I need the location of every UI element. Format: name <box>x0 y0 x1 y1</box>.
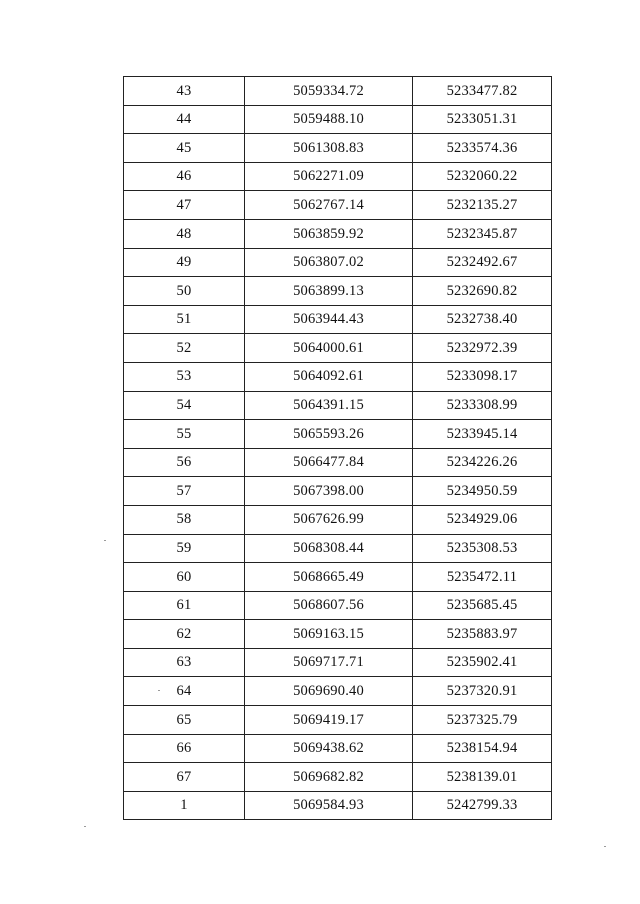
point-number-cell: 56 <box>124 448 245 477</box>
y-coordinate-cell: 5234929.06 <box>413 505 552 534</box>
x-coordinate-cell: 5068607.56 <box>245 591 413 620</box>
point-number-cell: 66 <box>124 734 245 763</box>
table-row <box>124 534 552 563</box>
y-coordinate-cell: 5237320.91 <box>413 677 552 706</box>
y-coordinate-cell: 5233945.14 <box>413 420 552 449</box>
point-number-cell: 62 <box>124 620 245 649</box>
table-row <box>124 477 552 506</box>
y-coordinate-cell: 5238154.94 <box>413 734 552 763</box>
x-coordinate-cell: 5059488.10 <box>245 105 413 134</box>
x-coordinate-cell: 5065593.26 <box>245 420 413 449</box>
x-coordinate-cell: 5069438.62 <box>245 734 413 763</box>
point-number-cell: 52 <box>124 334 245 363</box>
y-coordinate-cell: 5232690.82 <box>413 277 552 306</box>
point-number-cell: 44 <box>124 105 245 134</box>
x-coordinate-cell: 5069584.93 <box>245 791 413 820</box>
y-coordinate-cell: 5232135.27 <box>413 191 552 220</box>
table-row <box>124 134 552 163</box>
point-number-cell: 67 <box>124 763 245 792</box>
x-coordinate-cell: 5067398.00 <box>245 477 413 506</box>
point-number-cell: 45 <box>124 134 245 163</box>
x-coordinate-cell: 5066477.84 <box>245 448 413 477</box>
table-row <box>124 191 552 220</box>
x-coordinate-cell: 5063899.13 <box>245 277 413 306</box>
table-row <box>124 591 552 620</box>
point-number-cell: 65 <box>124 706 245 735</box>
y-coordinate-cell: 5233574.36 <box>413 134 552 163</box>
table-row <box>124 505 552 534</box>
table-row <box>124 277 552 306</box>
point-number-cell: 60 <box>124 563 245 592</box>
x-coordinate-cell: 5069682.82 <box>245 763 413 792</box>
x-coordinate-cell: 5064391.15 <box>245 391 413 420</box>
x-coordinate-cell: 5069163.15 <box>245 620 413 649</box>
y-coordinate-cell: 5237325.79 <box>413 706 552 735</box>
point-number-cell: 43 <box>124 77 245 106</box>
y-coordinate-cell: 5232060.22 <box>413 162 552 191</box>
x-coordinate-cell: 5068308.44 <box>245 534 413 563</box>
table-row <box>124 648 552 677</box>
x-coordinate-cell: 5067626.99 <box>245 505 413 534</box>
table-row <box>124 391 552 420</box>
y-coordinate-cell: 5234226.26 <box>413 448 552 477</box>
scan-speck <box>604 846 606 847</box>
x-coordinate-cell: 5063859.92 <box>245 219 413 248</box>
y-coordinate-cell: 5233051.31 <box>413 105 552 134</box>
y-coordinate-cell: 5235902.41 <box>413 648 552 677</box>
y-coordinate-cell: 5232492.67 <box>413 248 552 277</box>
x-coordinate-cell: 5069690.40 <box>245 677 413 706</box>
table-row <box>124 334 552 363</box>
point-number-cell: 54 <box>124 391 245 420</box>
point-number-cell: 46 <box>124 162 245 191</box>
table-row <box>124 77 552 106</box>
table-row <box>124 677 552 706</box>
table-row <box>124 448 552 477</box>
x-coordinate-cell: 5063944.43 <box>245 305 413 334</box>
y-coordinate-cell: 5232972.39 <box>413 334 552 363</box>
table-row <box>124 734 552 763</box>
y-coordinate-cell: 5233308.99 <box>413 391 552 420</box>
y-coordinate-cell: 5235308.53 <box>413 534 552 563</box>
point-number-cell: 64 <box>124 677 245 706</box>
y-coordinate-cell: 5235685.45 <box>413 591 552 620</box>
point-number-cell: 63 <box>124 648 245 677</box>
point-number-cell: 1 <box>124 791 245 820</box>
table-row <box>124 305 552 334</box>
point-number-cell: 49 <box>124 248 245 277</box>
y-coordinate-cell: 5242799.33 <box>413 791 552 820</box>
coordinate-table <box>123 76 552 820</box>
y-coordinate-cell: 5232345.87 <box>413 219 552 248</box>
x-coordinate-cell: 5064000.61 <box>245 334 413 363</box>
coordinate-table-body <box>124 77 552 820</box>
table-row <box>124 420 552 449</box>
x-coordinate-cell: 5061308.83 <box>245 134 413 163</box>
point-number-cell: 55 <box>124 420 245 449</box>
table-row <box>124 791 552 820</box>
y-coordinate-cell: 5238139.01 <box>413 763 552 792</box>
point-number-cell: 53 <box>124 362 245 391</box>
table-row <box>124 563 552 592</box>
y-coordinate-cell: 5235472.11 <box>413 563 552 592</box>
y-coordinate-cell: 5233098.17 <box>413 362 552 391</box>
point-number-cell: 50 <box>124 277 245 306</box>
x-coordinate-cell: 5069419.17 <box>245 706 413 735</box>
table-row <box>124 763 552 792</box>
point-number-cell: 58 <box>124 505 245 534</box>
scan-speck <box>104 540 106 541</box>
point-number-cell: 48 <box>124 219 245 248</box>
x-coordinate-cell: 5059334.72 <box>245 77 413 106</box>
y-coordinate-cell: 5234950.59 <box>413 477 552 506</box>
table-row <box>124 362 552 391</box>
x-coordinate-cell: 5063807.02 <box>245 248 413 277</box>
point-number-cell: 61 <box>124 591 245 620</box>
x-coordinate-cell: 5069717.71 <box>245 648 413 677</box>
x-coordinate-cell: 5062767.14 <box>245 191 413 220</box>
table-row <box>124 706 552 735</box>
point-number-cell: 47 <box>124 191 245 220</box>
point-number-cell: 51 <box>124 305 245 334</box>
y-coordinate-cell: 5235883.97 <box>413 620 552 649</box>
point-number-cell: 59 <box>124 534 245 563</box>
x-coordinate-cell: 5062271.09 <box>245 162 413 191</box>
scan-speck <box>158 690 160 691</box>
table-row <box>124 162 552 191</box>
x-coordinate-cell: 5068665.49 <box>245 563 413 592</box>
scan-speck <box>84 826 86 827</box>
x-coordinate-cell: 5064092.61 <box>245 362 413 391</box>
point-number-cell: 57 <box>124 477 245 506</box>
table-row <box>124 219 552 248</box>
y-coordinate-cell: 5232738.40 <box>413 305 552 334</box>
table-row <box>124 248 552 277</box>
table-row <box>124 620 552 649</box>
y-coordinate-cell: 5233477.82 <box>413 77 552 106</box>
table-row <box>124 105 552 134</box>
